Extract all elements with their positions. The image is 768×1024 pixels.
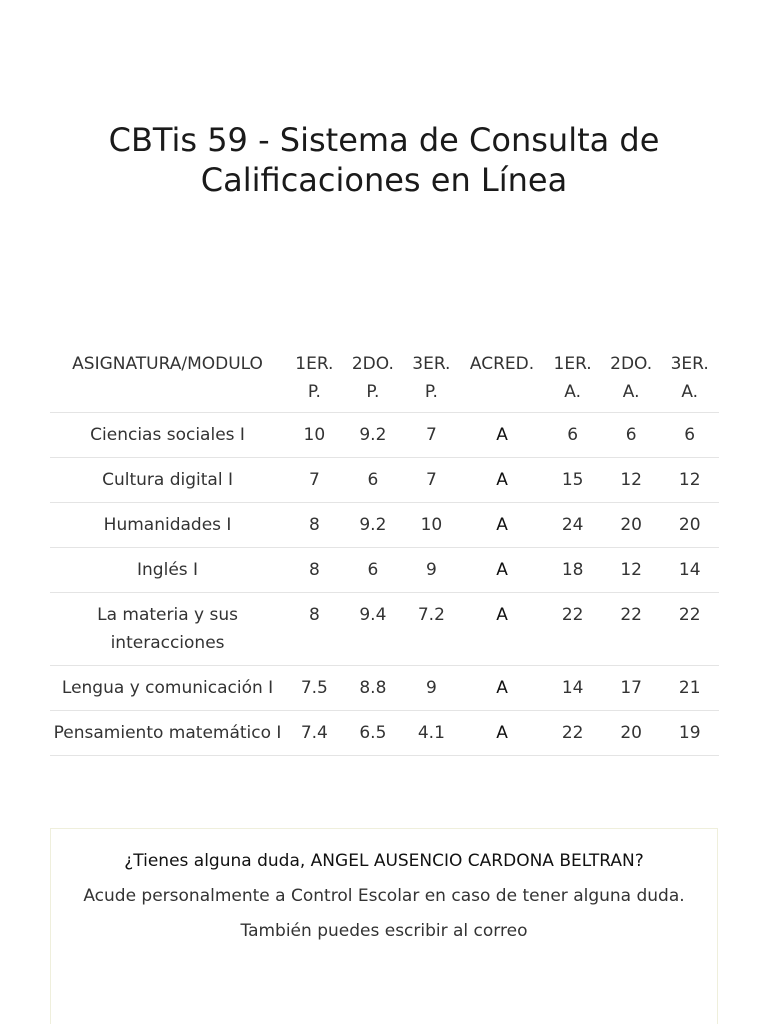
cell-2do-p: 6	[344, 548, 403, 593]
help-notice-text: Acude personalmente a Control Escolar en caso de tener alguna duda. También puedes escribir al correo	[83, 886, 685, 941]
cell-1er-a: 14	[543, 666, 602, 711]
page-title-line-2: Calificaciones en Línea	[200, 161, 568, 199]
cell-1er-p: 7.5	[285, 666, 344, 711]
cell-acred: A	[461, 666, 544, 711]
help-notice-title: ¿Tienes alguna duda, ANGEL AUSENCIO CARDONA BELTRAN?	[124, 851, 644, 871]
page-title-line-1: CBTis 59 - Sistema de Consulta de	[108, 121, 660, 159]
cell-2do-p: 9.2	[344, 503, 403, 548]
page-title	[40, 120, 728, 200]
header-1er-a: 1ER. A.	[543, 346, 602, 413]
cell-2do-p: 6	[344, 458, 403, 503]
cell-2do-p: 8.8	[344, 666, 403, 711]
table-row	[50, 711, 719, 756]
header-1er-p: 1ER. P.	[285, 346, 344, 413]
table-row	[50, 548, 719, 593]
cell-acred: A	[461, 548, 544, 593]
cell-3er-a: 19	[660, 711, 719, 756]
cell-3er-a: 22	[660, 593, 719, 666]
cell-1er-a: 15	[543, 458, 602, 503]
table-row	[50, 666, 719, 711]
header-2do-p: 2DO. P.	[344, 346, 403, 413]
cell-subject: Pensamiento matemático I	[50, 711, 285, 756]
cell-2do-p: 9.4	[344, 593, 403, 666]
cell-1er-a: 18	[543, 548, 602, 593]
cell-3er-a: 20	[660, 503, 719, 548]
table-row	[50, 503, 719, 548]
table-row	[50, 593, 719, 666]
cell-1er-p: 10	[285, 413, 344, 458]
cell-3er-p: 7	[402, 413, 461, 458]
cell-2do-a: 20	[602, 503, 661, 548]
cell-1er-a: 22	[543, 593, 602, 666]
cell-3er-a: 12	[660, 458, 719, 503]
cell-1er-p: 8	[285, 593, 344, 666]
cell-3er-a: 14	[660, 548, 719, 593]
cell-1er-a: 22	[543, 711, 602, 756]
cell-3er-p: 9	[402, 666, 461, 711]
cell-3er-p: 10	[402, 503, 461, 548]
cell-acred: A	[461, 413, 544, 458]
table-row	[50, 458, 719, 503]
cell-subject: Cultura digital I	[50, 458, 285, 503]
cell-2do-p: 6.5	[344, 711, 403, 756]
cell-3er-a: 21	[660, 666, 719, 711]
cell-1er-p: 8	[285, 503, 344, 548]
table-row	[50, 413, 719, 458]
help-notice-box	[50, 828, 718, 1024]
cell-2do-p: 9.2	[344, 413, 403, 458]
table-header-row	[50, 346, 719, 413]
cell-subject: Ciencias sociales I	[50, 413, 285, 458]
cell-2do-a: 6	[602, 413, 661, 458]
header-3er-p: 3ER. P.	[402, 346, 461, 413]
cell-1er-p: 7	[285, 458, 344, 503]
cell-1er-a: 24	[543, 503, 602, 548]
cell-2do-a: 12	[602, 458, 661, 503]
cell-subject: Lengua y comunicación I	[50, 666, 285, 711]
cell-subject: La materia y sus interacciones	[50, 593, 285, 666]
cell-2do-a: 22	[602, 593, 661, 666]
cell-acred: A	[461, 711, 544, 756]
header-acred: ACRED.	[461, 346, 544, 413]
cell-1er-p: 8	[285, 548, 344, 593]
grades-table	[50, 346, 719, 756]
cell-subject: Inglés I	[50, 548, 285, 593]
header-3er-a: 3ER. A.	[660, 346, 719, 413]
header-asignatura: ASIGNATURA/MODULO	[50, 346, 285, 413]
cell-acred: A	[461, 593, 544, 666]
cell-2do-a: 17	[602, 666, 661, 711]
cell-3er-a: 6	[660, 413, 719, 458]
header-2do-a: 2DO. A.	[602, 346, 661, 413]
cell-3er-p: 4.1	[402, 711, 461, 756]
cell-1er-a: 6	[543, 413, 602, 458]
cell-2do-a: 12	[602, 548, 661, 593]
cell-2do-a: 20	[602, 711, 661, 756]
cell-subject: Humanidades I	[50, 503, 285, 548]
cell-3er-p: 9	[402, 548, 461, 593]
cell-acred: A	[461, 503, 544, 548]
cell-1er-p: 7.4	[285, 711, 344, 756]
cell-3er-p: 7	[402, 458, 461, 503]
cell-acred: A	[461, 458, 544, 503]
cell-3er-p: 7.2	[402, 593, 461, 666]
